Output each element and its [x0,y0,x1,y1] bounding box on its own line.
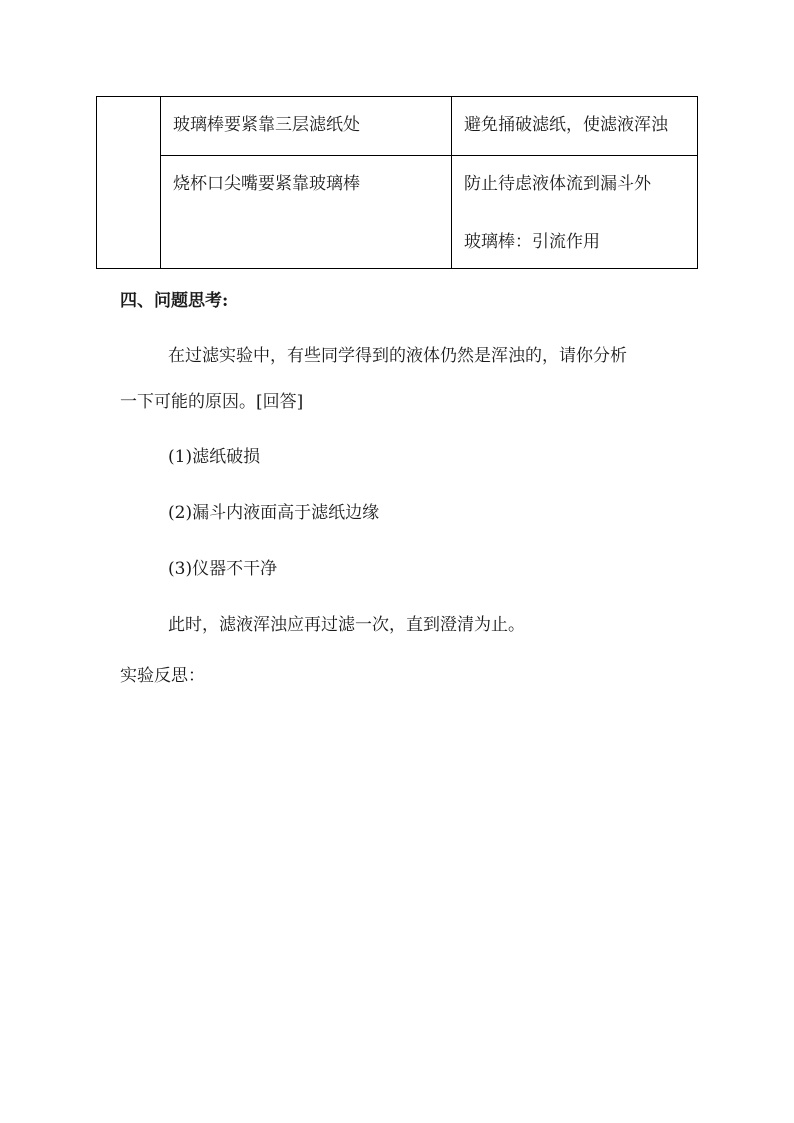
reason-text: 避免捅破滤纸，使滤液浑浊 [464,115,668,135]
operation-text: 烧杯口尖嘴要紧靠玻璃棒 [173,174,360,194]
table-row [97,156,698,269]
reason-text: 玻璃棒：引流作用 [464,232,600,252]
table-cell-operation [161,97,452,156]
reflection-label: 实验反思： [120,666,205,686]
answer-item: (2)漏斗内液面高于滤纸边缘 [168,503,380,523]
answer-item: (1)滤纸破损 [168,447,261,467]
conclusion-text: 此时，滤液浑浊应再过滤一次，直到澄清为止。 [168,615,525,635]
table-cell-reason [452,97,698,156]
section-heading: 四、问题思考: [120,291,229,311]
question-text-line2: 一下可能的原因。[回答] [120,392,304,412]
table-cell-operation [161,156,452,269]
table-cell-reason [452,156,698,269]
operation-text: 玻璃棒要紧靠三层滤纸处 [173,115,360,135]
reason-text: 防止待虑液体流到漏斗外 [464,174,651,194]
table-row [97,97,698,156]
experiment-table [96,96,698,269]
question-text-line1: 在过滤实验中，有些同学得到的液体仍然是浑浊的，请你分析 [168,346,627,366]
table-cell-empty [97,97,161,269]
answer-item: (3)仪器不干净 [168,559,278,579]
